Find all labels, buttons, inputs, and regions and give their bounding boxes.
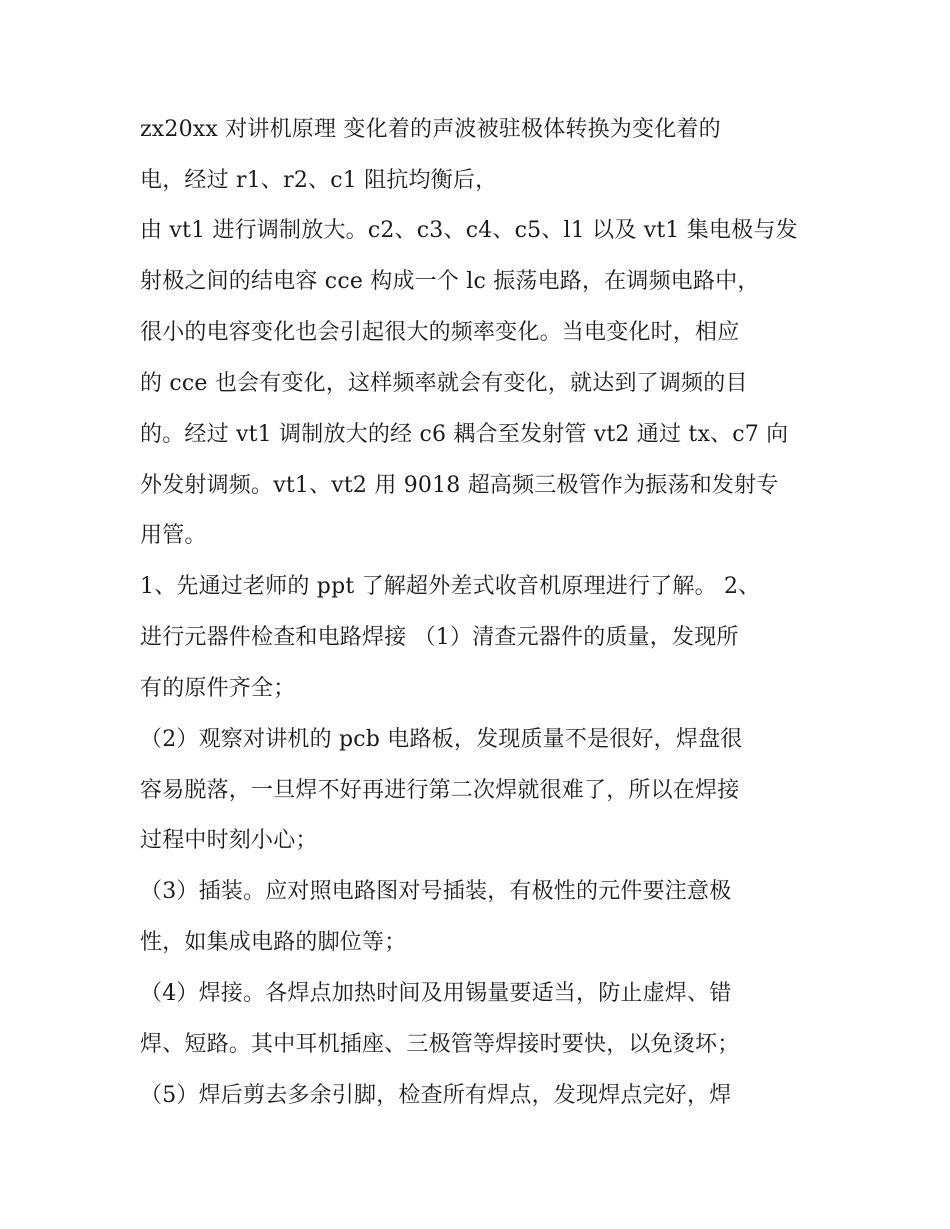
text-line: （5）焊后剪去多余引脚，检查所有焊点，发现焊点完好，焊 <box>140 1083 732 1108</box>
text-line: 电，经过 r1、r2、c1 阻抗均衡后， <box>140 168 498 193</box>
text-line: 1、先通过老师的 ppt 了解超外差式收音机原理进行了解。 2、 <box>140 574 761 599</box>
text-line: 的 cce 也会有变化，这样频率就会有变化，就达到了调频的目 <box>140 371 748 396</box>
text-line: （3）插装。应对照电路图对号插装，有极性的元件要注意极 <box>140 879 732 904</box>
text-line: 进行元器件检查和电路焊接 （1）清查元器件的质量，发现所 <box>140 625 739 650</box>
text-line: 用管。 <box>140 523 207 548</box>
text-line: 焊、短路。其中耳机插座、三极管等焊接时要快，以免烫坏； <box>140 1032 740 1057</box>
text-line: （2）观察对讲机的 pcb 电路板，发现质量不是很好，焊盘很 <box>140 727 743 752</box>
text-line: 由 vt1 进行调制放大。c2、c3、c4、c5、l1 以及 vt1 集电极与发 <box>140 218 798 243</box>
text-line: 射极之间的结电容 cce 构成一个 lc 振荡电路，在调频电路中， <box>140 269 760 294</box>
text-line: 有的原件齐全； <box>140 676 296 701</box>
text-line: zx20xx 对讲机原理 变化着的声波被驻极体转换为变化着的 <box>140 117 721 142</box>
text-line: 的。经过 vt1 调制放大的经 c6 耦合至发射管 vt2 通过 tx、c7 向 <box>140 422 789 447</box>
text-line: 容易脱落，一旦焊不好再进行第二次焊就很难了，所以在焊接 <box>140 778 740 803</box>
text-line: 很小的电容变化也会引起很大的频率变化。当电变化时，相应 <box>140 320 740 345</box>
text-line: （4）焊接。各焊点加热时间及用锡量要适当，防止虚焊、错 <box>140 981 732 1006</box>
text-line: 外发射调频。vt1、vt2 用 9018 超高频三极管作为振荡和发射专 <box>140 473 779 498</box>
text-line: 过程中时刻小心； <box>140 828 318 853</box>
text-line: 性，如集成电路的脚位等； <box>140 930 407 955</box>
